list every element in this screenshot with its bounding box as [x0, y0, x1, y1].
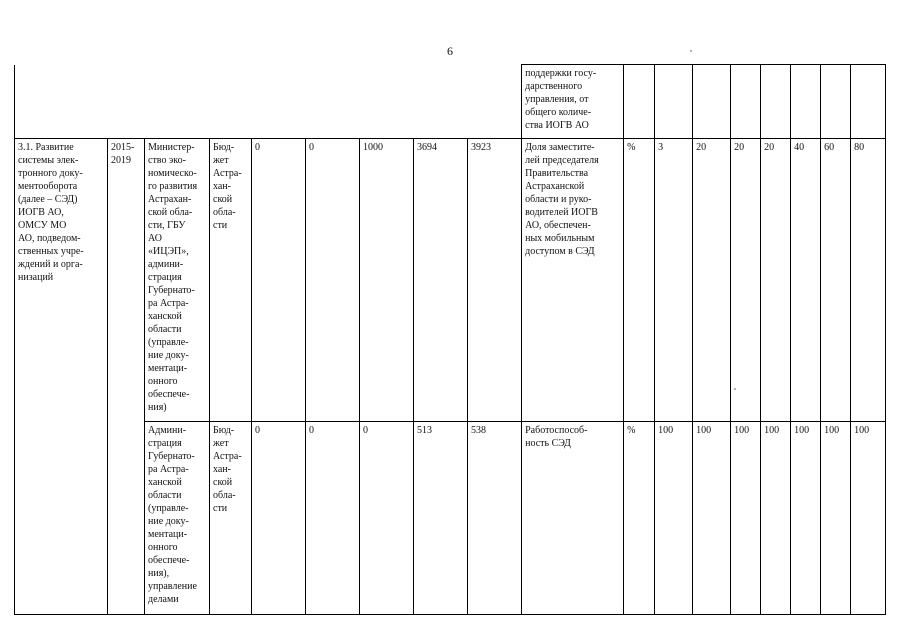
- source-text: Бюд- жет Астра- хан- ской обла- сти: [213, 142, 242, 231]
- measure-text: 3.1. Развитие системы элек- тронного доку- ментооборота (далее – СЭД) ИОГВ АО, ОМСУ МО АО, подведом- ственных учре- ждений и орга- низаций: [18, 142, 84, 283]
- value-cell: 20: [761, 139, 791, 422]
- executor-cell: [145, 422, 210, 615]
- funding-cell: 513: [414, 422, 468, 615]
- value-cell: 100: [791, 422, 821, 615]
- value-cell: [693, 65, 731, 139]
- value-cell: 20: [731, 139, 761, 422]
- measure-cell: [15, 139, 108, 615]
- value-cell: 80: [851, 139, 886, 422]
- table-row-measure-3-1: [15, 139, 886, 422]
- indicator-text: Доля заместите- лей председателя Правительства Астраханской области и руко- водителей ИОГВ АО, обеспечен- ных мобильным доступом в СЭД: [525, 142, 599, 257]
- value-cell: [655, 65, 693, 139]
- value-cell: [761, 65, 791, 139]
- value-cell: [851, 65, 886, 139]
- source-text: Бюд- жет Астра- хан- ской обла- сти: [213, 425, 242, 514]
- value-cell: [731, 65, 761, 139]
- page-number: 6: [447, 44, 453, 58]
- value-cell: 40: [791, 139, 821, 422]
- funding-cell: 538: [468, 422, 522, 615]
- funding-cell: 1000: [360, 139, 414, 422]
- indicator-text: поддержки госу- дарственного управления, от общего количе- ства ИОГВ АО: [525, 68, 597, 131]
- value-cell: [791, 65, 821, 139]
- indicator-cell: [522, 139, 624, 422]
- indicator-cell: [522, 65, 624, 139]
- value-cell: 100: [731, 422, 761, 615]
- value-cell: 20: [693, 139, 731, 422]
- period-text: 2015- 2019: [111, 142, 135, 166]
- funding-cell: 0: [252, 422, 306, 615]
- scan-speck: [734, 388, 736, 390]
- indicator-text: Работоспособ- ность СЭД: [525, 425, 588, 449]
- indicator-cell: [522, 422, 624, 615]
- unit-cell: %: [624, 422, 655, 615]
- scan-speck: [690, 50, 692, 52]
- source-cell: [210, 422, 252, 615]
- value-cell: [821, 65, 851, 139]
- table-row-sub: [15, 422, 886, 615]
- unit-cell: [624, 65, 655, 139]
- value-cell: 100: [761, 422, 791, 615]
- value-cell: 100: [851, 422, 886, 615]
- program-table: [14, 64, 886, 615]
- funding-cell: 0: [306, 139, 360, 422]
- funding-cell: 3923: [468, 139, 522, 422]
- source-cell: [210, 139, 252, 422]
- unit-cell: %: [624, 139, 655, 422]
- funding-cell: 0: [360, 422, 414, 615]
- value-cell: 3: [655, 139, 693, 422]
- funding-cell: 0: [306, 422, 360, 615]
- funding-cell: 0: [252, 139, 306, 422]
- value-cell: 100: [693, 422, 731, 615]
- executor-cell: [145, 139, 210, 422]
- value-cell: 60: [821, 139, 851, 422]
- value-cell: 100: [655, 422, 693, 615]
- executor-text: Министер- ство эко- номическо- го развития Астрахан- ской обла- сти, ГБУ АО «ИЦЭП», админи- страция Губернато- ра Астра- ханской области (управле- ние доку- ментаци- онного обеспече- ния): [148, 142, 198, 413]
- executor-text: Админи- страция Губернато- ра Астра- ханской области (управле- ние доку- ментаци- онного обеспече- ния), управление делами: [148, 425, 197, 605]
- value-cell: 100: [821, 422, 851, 615]
- funding-cell: 3694: [414, 139, 468, 422]
- table-row-top: [15, 65, 886, 139]
- period-cell: [108, 139, 145, 615]
- blank-cell: [15, 65, 522, 139]
